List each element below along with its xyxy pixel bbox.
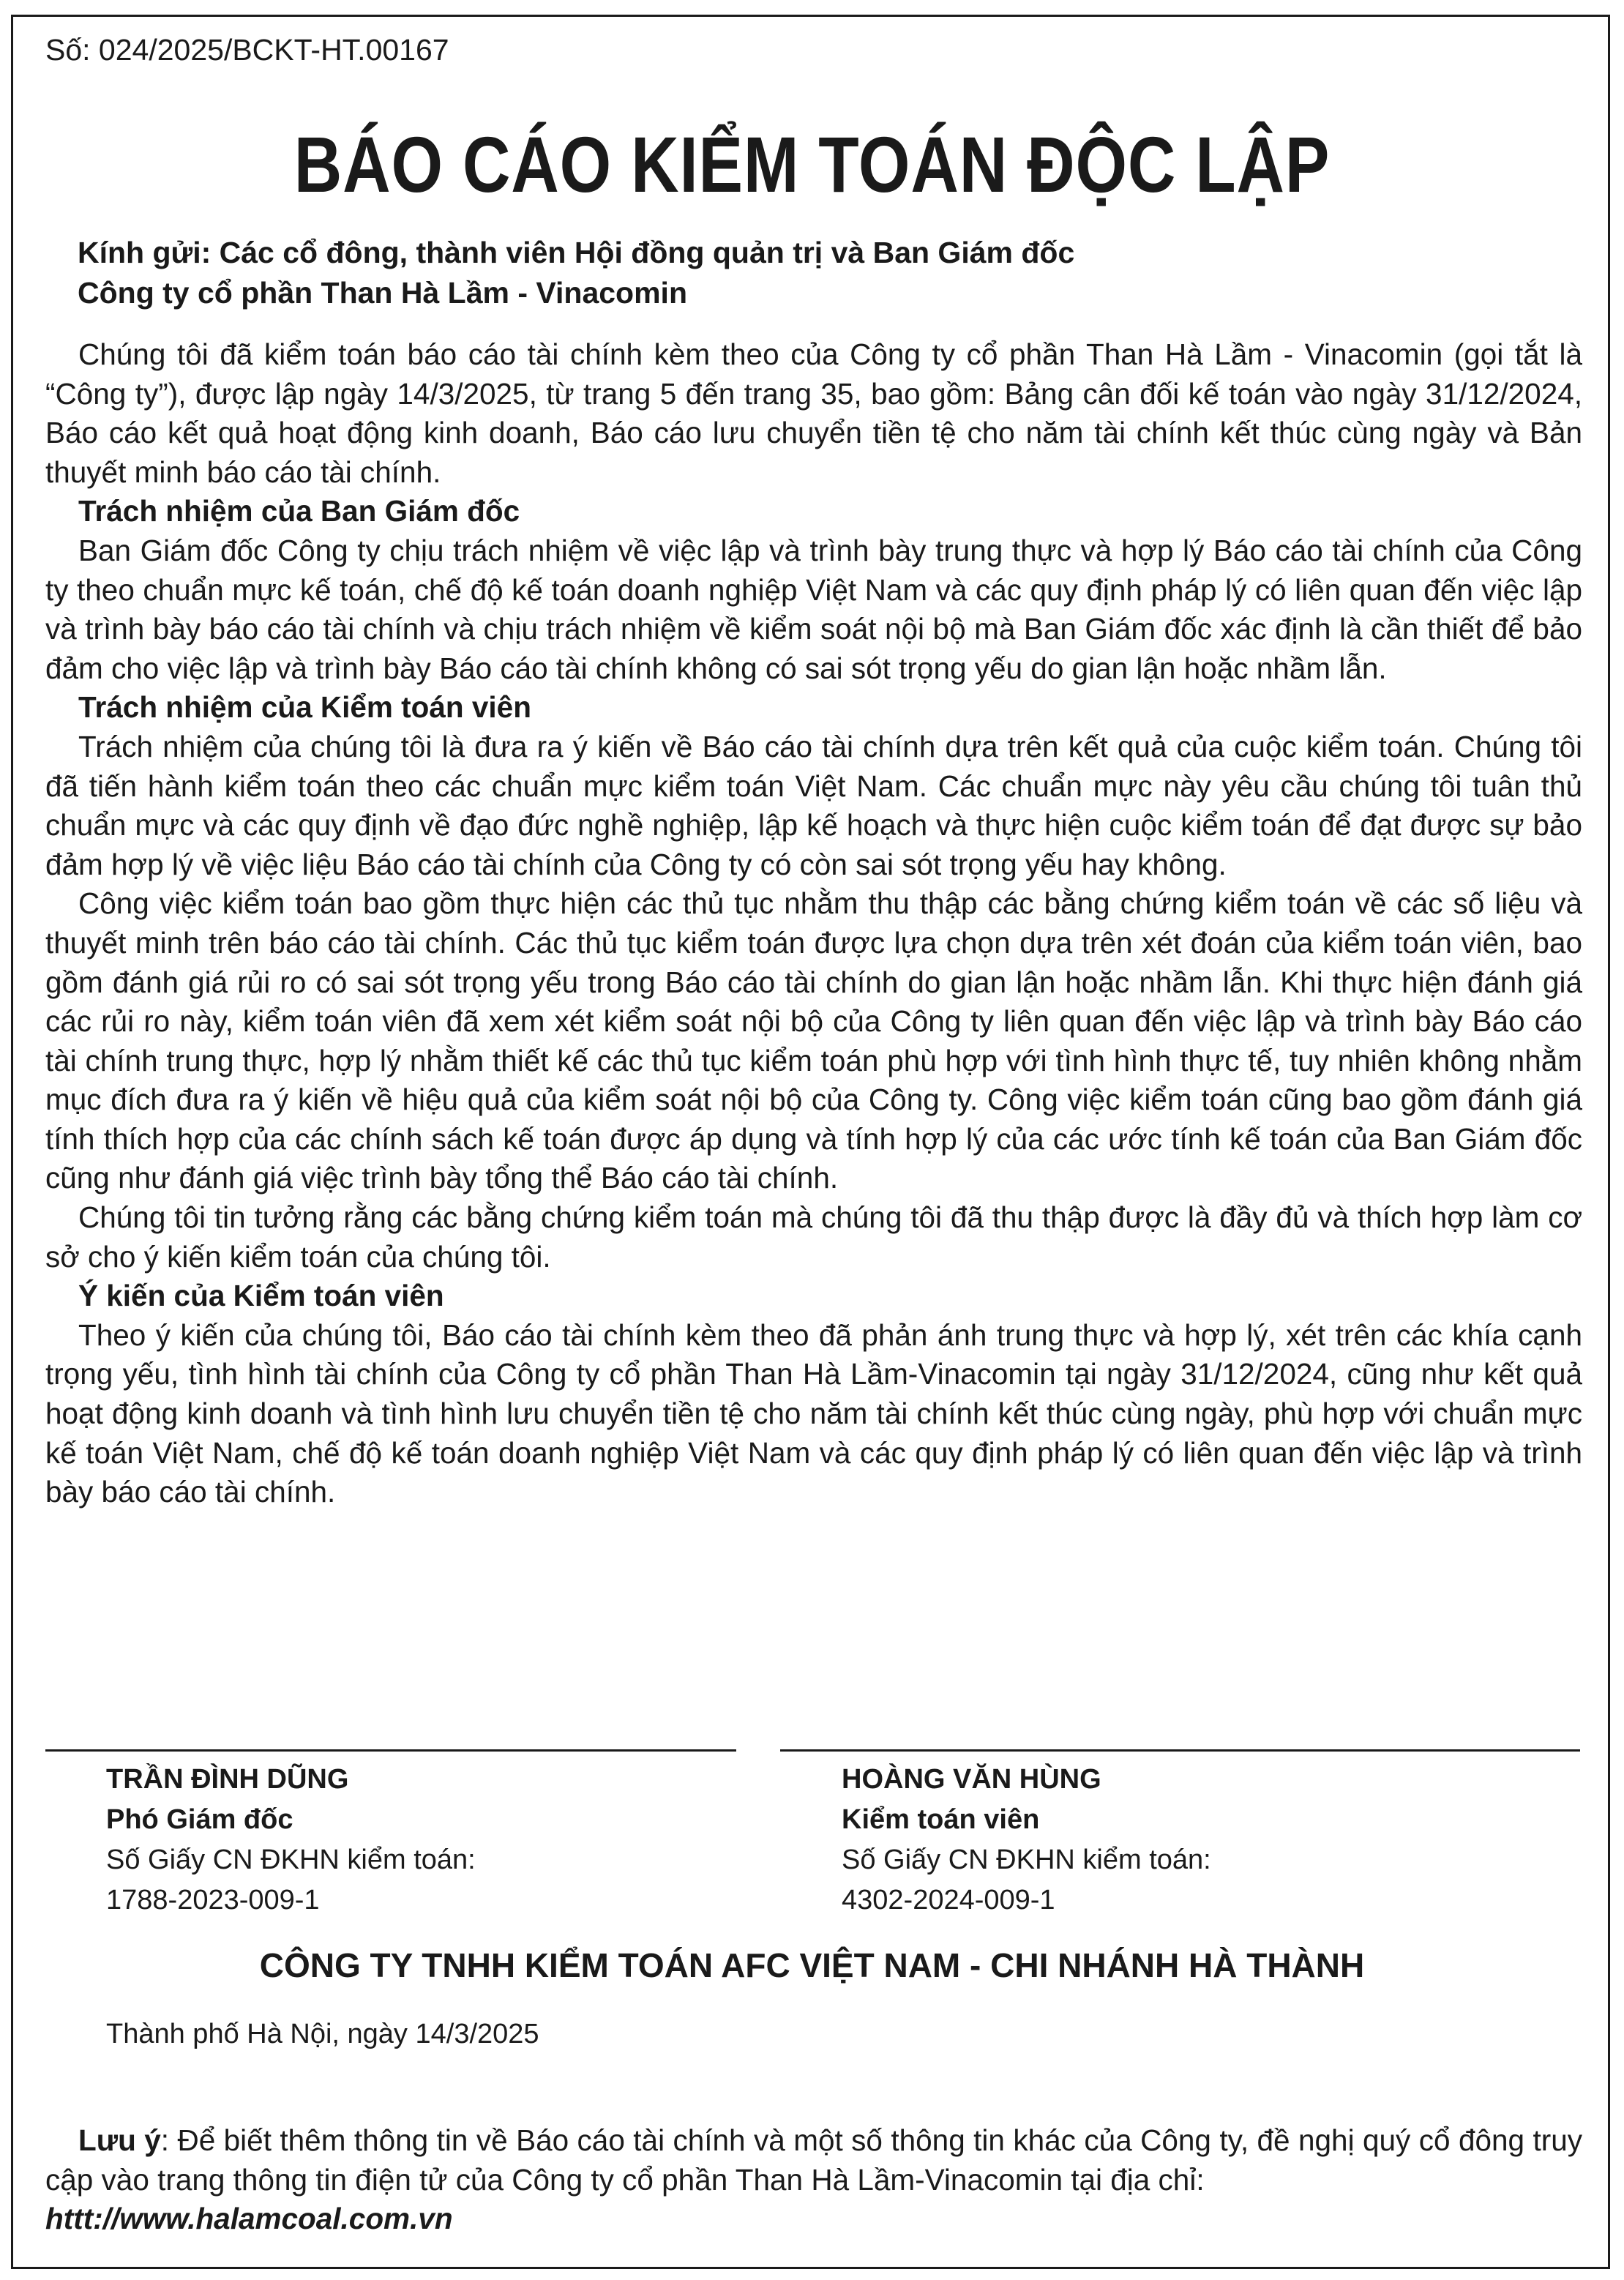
auditor-responsibility-paragraph-2: Công việc kiểm toán bao gồm thực hiện các thủ tục nhằm thu thập các bằng chứng kiểm toán về các số liệu và thuyết minh trên báo cáo tài chính. Các thủ tục kiểm toán được lựa chọn dựa trên xét đoán của kiểm toán viên, bao gồm đánh giá rủi ro có sai sót trọng yếu trong Báo cáo tài chính do gian lận hoặc nhầm lẫn. Khi thực hiện đánh giá các rủi ro này, kiểm toán viên đã xem xét kiểm soát nội bộ của Công ty liên quan đến việc lập và trình bày Báo cáo tài chính trung thực, hợp lý nhằm thiết kế các thủ tục kiểm toán phù hợp với tình hình thực tế, tuy nhiên không nhằm mục đích đưa ra ý kiến về hiệu quả của kiểm soát nội bộ của Công ty. Công việc kiểm toán cũng bao gồm đánh giá tính thích hợp của các chính sách kế toán được áp dụng và tính hợp lý của các ước tính kế toán của Ban Giám đốc cũng như đánh giá việc trình bày tổng thể Báo cáo tài chính. (45, 886, 1582, 1195)
intro-paragraph: Chúng tôi đã kiểm toán báo cáo tài chính kèm theo của Công ty cổ phần Than Hà Lầm - Vinacomin (gọi tắt là “Công ty”), được lập ngày 14/3/2025, từ trang 5 đến trang 35, bao gồm: Bảng cân đối kế toán vào ngày 31/12/2024, Báo cáo kết quả hoạt động kinh doanh, Báo cáo lưu chuyển tiền tệ cho năm tài chính kết thúc cùng ngày và Bản thuyết minh báo cáo tài chính. (45, 337, 1582, 489)
certificate-number: 1788-2023-009-1 (106, 1885, 320, 1915)
auditor-responsibility-paragraph-3: Chúng tôi tin tưởng rằng các bằng chứng kiểm toán mà chúng tôi đã thu thập được là đầy đủ và thích hợp làm cơ sở cho ý kiến kiểm toán của chúng tôi. (45, 1200, 1582, 1274)
certificate-label: Số Giấy CN ĐKHN kiểm toán: (106, 1844, 476, 1875)
auditor-responsibility-heading: Trách nhiệm của Kiểm toán viên (78, 690, 531, 725)
management-responsibility-paragraph: Ban Giám đốc Công ty chịu trách nhiệm về việc lập và trình bày trung thực và hợp lý Báo cáo tài chính của Công ty theo chuẩn mực kế toán, chế độ kế toán doanh nghiệp Việt Nam và các quy định pháp lý có liên quan đến việc lập và trình bày báo cáo tài chính và chịu trách nhiệm về kiểm soát nội bộ mà Ban Giám đốc xác định là cần thiết để bảo đảm cho việc lập và trình bày Báo cáo tài chính không có sai sót trọng yếu do gian lận hoặc nhầm lẫn. (45, 533, 1582, 685)
signatory-name: HOÀNG VĂN HÙNG (842, 1764, 1101, 1795)
report-body (45, 335, 1582, 1512)
signatory-role: Phó Giám đốc (106, 1804, 293, 1835)
auditor-responsibility-paragraph-1: Trách nhiệm của chúng tôi là đưa ra ý kiến về Báo cáo tài chính dựa trên kết quả của cuộc kiểm toán. Chúng tôi đã tiến hành kiểm toán theo các chuẩn mực kiểm toán Việt Nam. Các chuẩn mực này yêu cầu chúng tôi tuân thủ chuẩn mực và các quy định về đạo đức nghề nghiệp, lập kế hoạch và thực hiện cuộc kiểm toán để đạt được sự bảo đảm hợp lý về việc liệu Báo cáo tài chính của Công ty có còn sai sót trọng yếu hay không. (45, 729, 1582, 881)
signature-block-left (106, 1760, 476, 1921)
signature-line-left (45, 1749, 736, 1752)
auditor-opinion-paragraph: Theo ý kiến của chúng tôi, Báo cáo tài chính kèm theo đã phản ánh trung thực và hợp lý, xét trên các khía cạnh trọng yếu, tình hình tài chính của Công ty cổ phần Than Hà Lầm-Vinacomin tại ngày 31/12/2024, cũng như kết quả hoạt động kinh doanh và tình hình lưu chuyển tiền tệ cho năm tài chính kết thúc cùng ngày, phù hợp với chuẩn mực kế toán Việt Nam, chế độ kế toán doanh nghiệp Việt Nam và các quy định pháp lý có liên quan đến việc lập và trình bày báo cáo tài chính. (45, 1317, 1582, 1509)
addressee-line-1: Kính gửi: Các cổ đông, thành viên Hội đồng quản trị và Ban Giám đốc (78, 236, 1075, 269)
note-label: Lưu ý (78, 2123, 161, 2157)
audit-firm-name: CÔNG TY TNHH KIỂM TOÁN AFC VIỆT NAM - CHI NHÁNH HÀ THÀNH (259, 1946, 1365, 1984)
reference-number: Số: 024/2025/BCKT-HT.00167 (45, 33, 449, 67)
signatory-name: TRẦN ĐÌNH DŨNG (106, 1764, 349, 1795)
certificate-number: 4302-2024-009-1 (842, 1885, 1055, 1915)
signatory-role: Kiểm toán viên (842, 1804, 1040, 1835)
auditor-opinion-heading: Ý kiến của Kiểm toán viên (78, 1279, 444, 1313)
report-title: BÁO CÁO KIỂM TOÁN ĐỘC LẬP (293, 120, 1331, 209)
website-link[interactable]: httt://www.halamcoal.com.vn (45, 2202, 453, 2236)
note-block (45, 2121, 1582, 2239)
note-paragraph (45, 2121, 1582, 2199)
management-responsibility-heading: Trách nhiệm của Ban Giám đốc (78, 494, 520, 528)
addressee (78, 233, 1074, 313)
addressee-line-2: Công ty cổ phần Than Hà Lầm - Vinacomin (78, 276, 687, 310)
certificate-label: Số Giấy CN ĐKHN kiểm toán: (842, 1844, 1211, 1875)
signature-block-right (842, 1760, 1211, 1921)
note-text: : Để biết thêm thông tin về Báo cáo tài chính và một số thông tin khác của Công ty, đề nghị quý cổ đông truy cập vào trang thông tin điện tử của Công ty cổ phần Than Hà Lầm-Vinacomin tại địa chỉ: (45, 2123, 1582, 2197)
signature-line-right (780, 1749, 1580, 1752)
place-and-date: Thành phố Hà Nội, ngày 14/3/2025 (106, 2019, 539, 2049)
